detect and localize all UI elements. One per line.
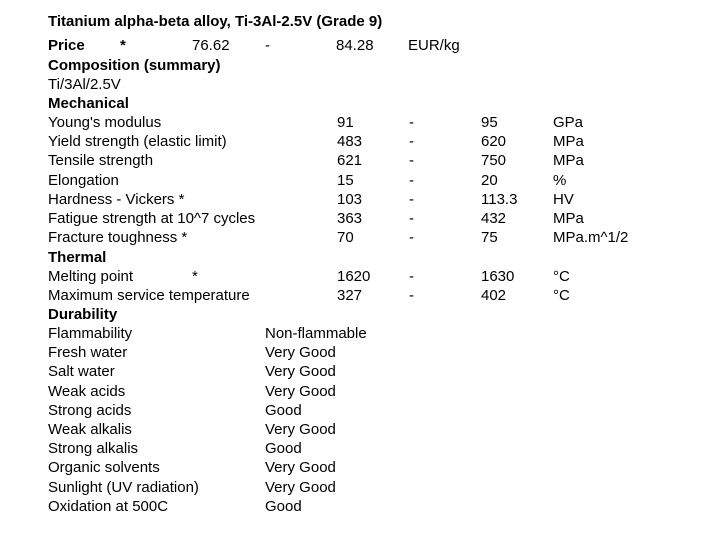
property-name: Yield strength (elastic limit): [48, 133, 227, 151]
thermal-heading: Thermal: [48, 249, 107, 266]
property-name: Fatigue strength at 10^7 cycles: [48, 210, 256, 227]
range-low: 103: [337, 190, 363, 208]
mechanical-heading: Mechanical: [48, 95, 129, 112]
range-low: 327: [337, 287, 363, 305]
range-low: 91: [337, 114, 354, 131]
durability-row: [48, 458, 688, 477]
price-unit: EUR/kg: [408, 37, 460, 54]
range-dash: -: [409, 190, 414, 208]
property-name: Tensile strength: [48, 152, 154, 170]
durability-row: [48, 439, 688, 458]
composition-value: Ti/3Al/2.5V: [48, 76, 121, 93]
durability-row: [48, 420, 688, 439]
thermal-row: [48, 286, 688, 305]
property-name: Sunlight (UV radiation): [48, 478, 199, 496]
range-high: 20: [481, 171, 498, 189]
rating-value: Very Good: [265, 478, 336, 496]
property-name: Organic solvents: [48, 459, 160, 477]
thermal-row: [48, 267, 688, 286]
range-high: 750: [481, 152, 507, 170]
range-high: 1630: [481, 268, 515, 285]
property-name: Weak acids: [48, 382, 126, 400]
unit: MPa.m^1/2: [553, 229, 629, 247]
mechanical-row: [48, 113, 688, 132]
property-name: Fracture toughness *: [48, 229, 188, 247]
price-star: *: [120, 37, 126, 54]
page-title: Titanium alpha-beta alloy, Ti-3Al-2.5V (Grade 9): [48, 13, 383, 30]
range-low: 1620: [337, 268, 371, 285]
durability-row: [48, 497, 688, 516]
rating-value: Very Good: [265, 382, 336, 400]
property-name: Hardness - Vickers *: [48, 190, 185, 208]
rating-value: Non-flammable: [265, 325, 367, 342]
unit: MPa: [553, 133, 584, 151]
range-high: 432: [481, 210, 507, 227]
durability-row: [48, 362, 688, 381]
rating-value: Very Good: [265, 459, 336, 477]
unit: GPa: [553, 114, 584, 131]
property-name: Maximum service temperature: [48, 287, 250, 305]
mechanical-row: [48, 209, 688, 228]
rating-value: Very Good: [265, 421, 336, 438]
unit: MPa: [553, 152, 584, 170]
durability-row: [48, 478, 688, 497]
unit: HV: [553, 190, 574, 208]
mechanical-row: [48, 132, 688, 151]
property-name: Weak alkalis: [48, 421, 132, 438]
durability-row: [48, 324, 688, 343]
range-low: 621: [337, 152, 363, 170]
rating-value: Very Good: [265, 344, 336, 362]
property-name: Melting point: [48, 268, 134, 285]
durability-row: [48, 343, 688, 362]
durability-row: [48, 382, 688, 401]
property-name: Strong alkalis: [48, 440, 139, 458]
mechanical-row: [48, 228, 688, 247]
property-name: Elongation: [48, 171, 119, 189]
rating-value: Good: [265, 401, 302, 419]
unit: %: [553, 171, 567, 189]
range-dash: -: [409, 114, 414, 131]
property-name: Young's modulus: [48, 114, 162, 131]
property-star: *: [192, 268, 198, 285]
range-low: 363: [337, 210, 363, 227]
property-name: Fresh water: [48, 344, 128, 362]
mechanical-row: [48, 171, 688, 190]
range-dash: -: [409, 152, 414, 170]
price-high: 84.28: [336, 37, 374, 54]
property-name: Salt water: [48, 363, 115, 381]
range-dash: -: [409, 133, 414, 151]
range-high: 620: [481, 133, 507, 151]
rating-value: Good: [265, 497, 302, 515]
range-low: 70: [337, 229, 354, 247]
price-label: Price: [48, 37, 85, 54]
property-name: Strong acids: [48, 401, 132, 419]
price-row: [48, 36, 708, 55]
range-high: 75: [481, 229, 498, 247]
price-dash: -: [265, 37, 270, 54]
property-name: Oxidation at 500C: [48, 497, 169, 515]
rating-value: Good: [265, 440, 302, 458]
mechanical-row: [48, 190, 688, 209]
range-dash: -: [409, 210, 414, 227]
range-dash: -: [409, 287, 414, 305]
range-dash: -: [409, 268, 414, 285]
property-name: Flammability: [48, 325, 133, 342]
composition-heading: Composition (summary): [48, 57, 221, 74]
unit: °C: [553, 287, 570, 305]
range-low: 15: [337, 171, 354, 189]
mechanical-row: [48, 151, 688, 170]
range-high: 95: [481, 114, 498, 131]
price-low: 76.62: [192, 37, 230, 54]
range-dash: -: [409, 229, 414, 247]
range-high: 113.3: [481, 190, 518, 208]
range-dash: -: [409, 171, 414, 189]
unit: MPa: [553, 210, 584, 227]
range-low: 483: [337, 133, 363, 151]
durability-row: [48, 401, 688, 420]
rating-value: Very Good: [265, 363, 336, 381]
range-high: 402: [481, 287, 507, 305]
durability-heading: Durability: [48, 306, 118, 323]
unit: °C: [553, 268, 570, 285]
